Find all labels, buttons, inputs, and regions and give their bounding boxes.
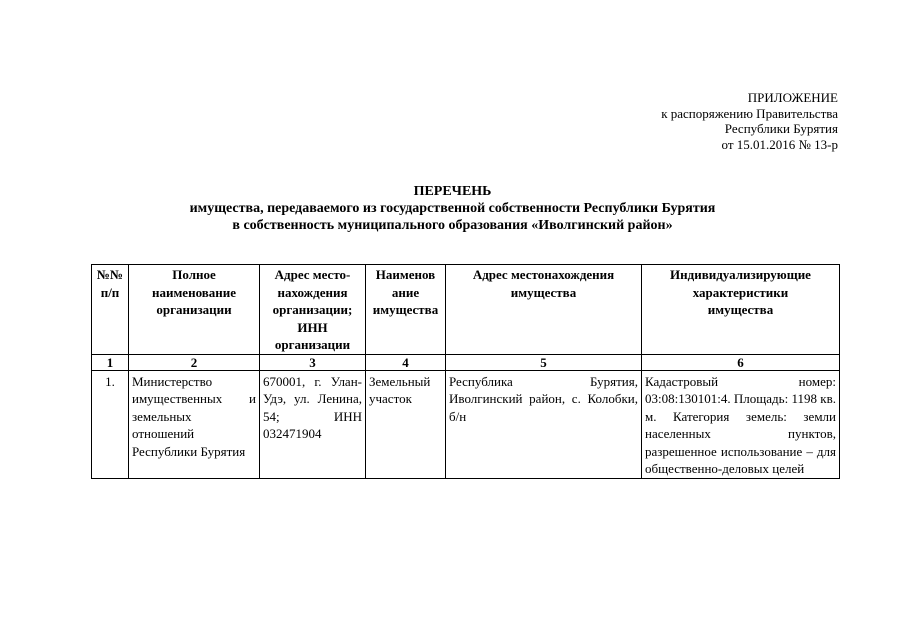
cell-org-name: Министерство имущественных и земельных отношений Республики Бурятия [129, 370, 260, 478]
header-org-address: Адрес место- нахождения организации; ИНН организации [260, 265, 366, 355]
header-number: №№ п/п [92, 265, 129, 355]
appendix-block [661, 90, 838, 152]
table-row [92, 370, 840, 478]
header-property-name: Наименов ание имущества [366, 265, 446, 355]
appendix-line: к распоряжению Правительства [661, 105, 838, 121]
document-subtitle-line: в собственность муниципального образования «Иволгинский район» [232, 218, 673, 233]
column-number: 3 [260, 354, 366, 370]
document-heading [0, 183, 905, 234]
table-header-row [92, 265, 840, 355]
cell-property-address: Республика Бурятия, Иволгинский район, с. Колобки, б/н [446, 370, 642, 478]
header-characteristics: Индивидуализирующие характеристики имущества [642, 265, 840, 355]
column-number: 4 [366, 354, 446, 370]
cell-number: 1. [92, 370, 129, 478]
column-number: 5 [446, 354, 642, 370]
header-org-name: Полное наименование организации [129, 265, 260, 355]
property-list-table [91, 264, 840, 479]
appendix-date-number: от 15.01.2016 № 13-р [721, 136, 838, 152]
column-number: 2 [129, 354, 260, 370]
column-number: 6 [642, 354, 840, 370]
document-title: ПЕРЕЧЕНЬ [413, 184, 492, 199]
document-subtitle-line: имущества, передаваемого из государственной собственности Республики Бурятия [189, 201, 716, 216]
appendix-title: ПРИЛОЖЕНИЕ [747, 90, 838, 105]
appendix-line: Республики Бурятия [724, 121, 838, 136]
cell-org-address: 670001, г. Улан-Удэ, ул. Ленина, 54; ИНН 032471904 [260, 370, 366, 478]
column-number: 1 [92, 354, 129, 370]
column-number-row [92, 354, 840, 370]
cell-characteristics: Кадастровый номер: 03:08:130101:4. Площадь: 1198 кв. м. Категория земель: земли населенных пунктов, разрешенное использование – для общественно-деловых целей [642, 370, 840, 478]
cell-property-name: Земельный участок [366, 370, 446, 478]
header-property-address: Адрес местонахождения имущества [446, 265, 642, 355]
